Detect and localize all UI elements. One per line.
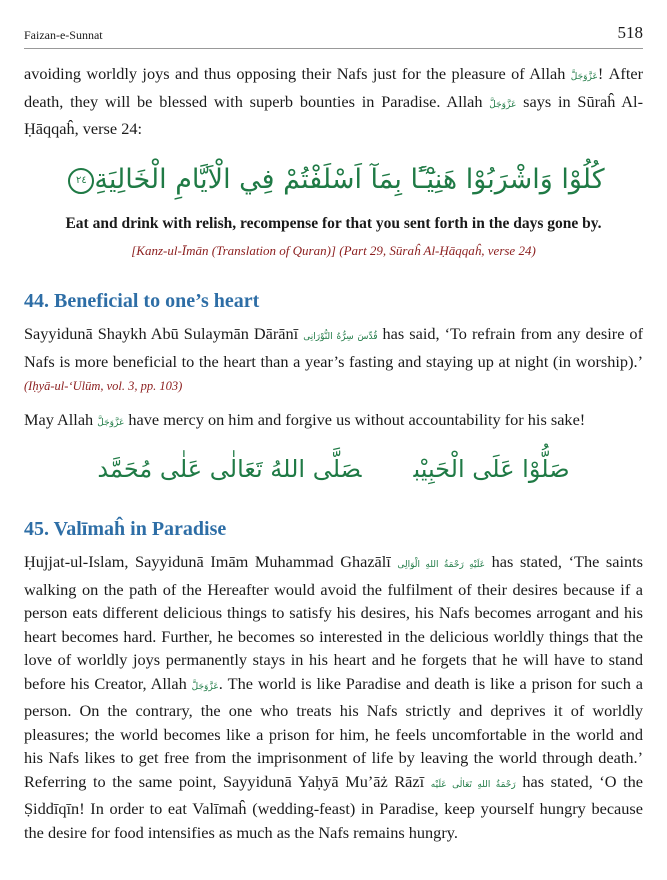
quran-verse	[24, 160, 643, 200]
section-44-text-1: Sayyidunā Shaykh Abū Sulaymān Dārānī	[24, 324, 304, 343]
section-45-text-1: Ḥujjat-ul-Islam, Sayyidunā Imām Muhammad Ghazālī	[24, 552, 398, 571]
prayer-text-2: have mercy on him and forgive us without accountability for his sake!	[124, 410, 586, 429]
intro-text-2: ! After death, they will be blessed with superb bounties in Paradise. Allah	[24, 64, 644, 111]
salawat-right: صَلَّى اللهُ تَعَالٰى عَلٰى مُحَمَّد	[97, 455, 362, 483]
intro-paragraph	[24, 62, 643, 141]
intro-text-1: avoiding worldly joys and thus opposing their Nafs just for the pleasure of Allah	[24, 64, 571, 83]
section-44-text-2: has said, ‘To refrain from any desire of Nafs is more beneficial to the heart than a year’s fasting and staying up at night (in worship).’	[24, 324, 643, 371]
citation: (Iḥyā-ul-‘Ulūm, vol. 3, pp. 103)	[24, 379, 183, 393]
section-45-text-3: . The world is like Paradise and death is like a prison for such a person. On the contrary, the one who treats his Nafs strictly and deprives it of worldly pleasures; the world becomes like a prison for him, he feels uncomfortable in the world and his Nafs likes to get free from the imprisonment of life by leaving the world through death.’ Referring to the same point, Sayyidunā Yaḥyā Mu’āż Rāzī	[24, 673, 643, 791]
honorific: عَزَّوَجَلَّ	[97, 418, 125, 428]
verse-translation: Eat and drink with relish, recompense for that you sent forth in the days gone by.	[65, 215, 602, 232]
verse-number-marker: ٢٤	[68, 168, 94, 194]
section-45-text-4: has stated, ‘O the Ṣiddīqīn! In order to eat Valīmaĥ (wedding-feast) in Paradise, keep yourself hungry because the desire for food intensifies as much as the Nafs remains hungry.	[24, 771, 643, 842]
section-45-heading: 45. Valīmaĥ in Paradise	[24, 518, 227, 540]
section-44-prayer	[24, 408, 643, 436]
prayer-text-1: May Allah	[24, 410, 98, 429]
salawat-line	[24, 455, 643, 483]
section-44-heading: 44. Beneficial to one’s heart	[24, 290, 260, 312]
section-45-paragraph	[24, 550, 643, 844]
verse-arabic: كُلُوْا وَاشْرَبُوْا هَنِيْٓـًٔا بِمَآ اَسْلَفْتُمْ فِي الْاَيَّامِ الْخَالِيَةِ	[94, 164, 605, 195]
honorific: رَحْمَةُ اللهِ تَعَالٰی عَلَيْه	[430, 779, 516, 790]
verse-reference: [Kanz-ul-Īmān (Translation of Quran)] (Part 29, Sūraĥ Al-Ḥāqqaĥ, verse 24)	[131, 243, 536, 258]
honorific: عَزَّوَجَلَّ	[191, 681, 219, 692]
page-header	[24, 22, 643, 49]
honorific: عَزَّوَجَلَّ	[570, 72, 598, 82]
salawat-left: صَلُّوْا عَلَى الْحَبِيْب	[413, 455, 570, 483]
page-number: 518	[617, 23, 643, 42]
section-44-paragraph	[24, 322, 643, 399]
honorific: قُدِّسَ سِرُّهُ النُّوْرَانِی	[303, 332, 378, 342]
honorific: عَزَّوَجَلَّ	[489, 99, 517, 110]
honorific: عَلَيْهِ رَحْمَةُ اللهِ الْوَالِی	[397, 560, 486, 570]
intro-text-3: says in Sūraĥ Al-Ḥāqqaĥ, verse 24:	[24, 91, 643, 138]
book-title: Faizan-e-Sunnat	[24, 28, 103, 42]
section-45-text-2: has stated, ‘The saints walking on the path of the Hereafter would avoid the fulfilment of their desires because if a person eats different delicious things to satisfy his desires, his Nafs becomes arrogant and his heart becomes hard. Further, he becomes so interested in the delicious worldly things that the love of worldly joys permanently stays in his heart and he forgets that he will have to stand before his Creator, Allah	[24, 552, 643, 693]
